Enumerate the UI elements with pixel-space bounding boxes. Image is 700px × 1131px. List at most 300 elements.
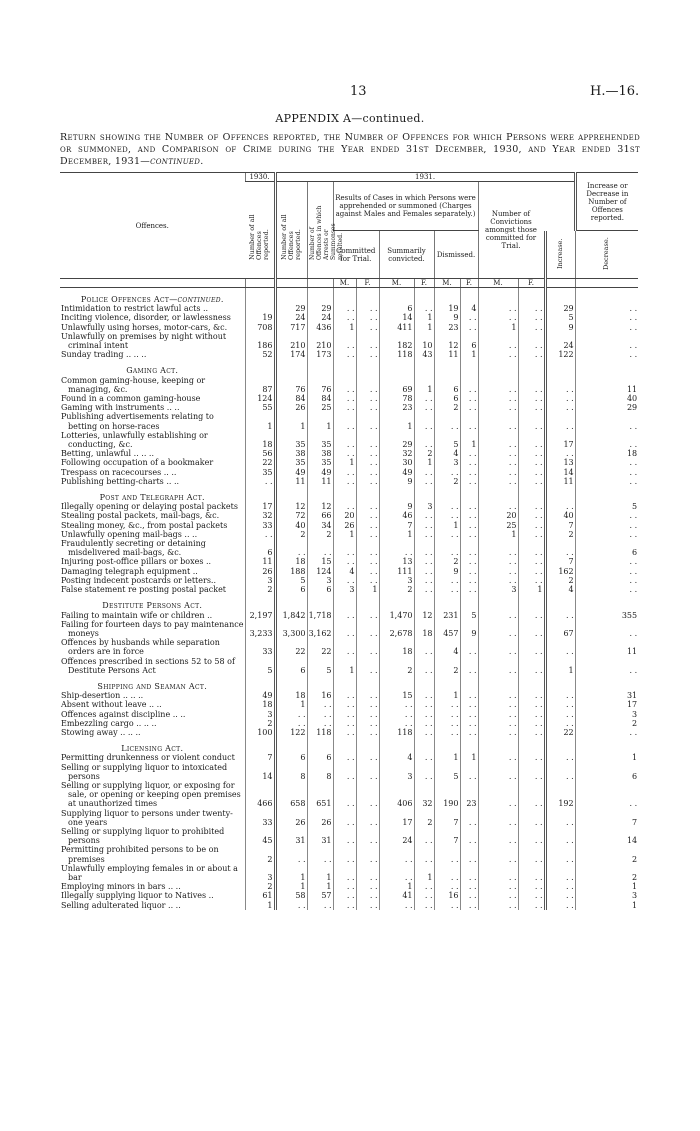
table-cell: . . <box>333 700 356 709</box>
table-cell: . . <box>460 557 478 566</box>
table-cell: . . <box>575 332 638 350</box>
table-cell: . . <box>575 728 638 737</box>
offence-name: Permitting prohibited persons to be on premises <box>61 845 219 864</box>
table-cell: 7 <box>434 809 460 827</box>
table-cell: . . <box>333 719 356 728</box>
section-title-text: Shipping and Seaman Act. <box>97 681 208 691</box>
table-cell: 3 <box>478 585 518 594</box>
table-cell: . . <box>414 468 434 477</box>
offence-name: Inciting violence, disorder, or lawlessness <box>61 313 231 323</box>
table-row <box>60 781 638 809</box>
offence-name: Trespass on racecourses .. .. <box>61 467 177 477</box>
section-title-suffix: continued. <box>177 295 224 304</box>
table-cell: . . <box>275 901 307 910</box>
table-cell: 2 <box>414 449 434 458</box>
table-cell: 26 <box>275 809 307 827</box>
spacer-cell <box>434 737 460 753</box>
table-cell: . . <box>333 403 356 412</box>
table-cell: 7 <box>545 521 575 530</box>
table-cell: 23 <box>434 323 460 332</box>
table-row <box>60 477 638 486</box>
results-header: Results of Cases in which Persons were apprehended or summoned (Charges against Males and Females separately.) <box>333 182 478 231</box>
table-cell: . . <box>518 845 545 863</box>
table-cell: . . <box>379 700 414 709</box>
table-cell: 52 <box>245 350 275 359</box>
table-row <box>60 313 638 322</box>
table-cell: 1,842 <box>275 611 307 620</box>
table-cell: . . <box>518 468 545 477</box>
table-cell: . . <box>478 781 518 809</box>
spacer-cell <box>245 737 275 753</box>
spacer-cell <box>434 486 460 502</box>
spacer-cell <box>434 675 460 691</box>
offence-name: Publishing advertisements relating to betting on horse-races <box>61 412 214 431</box>
table-cell: . . <box>414 304 434 313</box>
table-cell: . . <box>356 845 379 863</box>
table-body <box>60 288 638 910</box>
table-cell: . . <box>478 620 518 638</box>
table-cell: . . <box>356 394 379 403</box>
table-cell: . . <box>518 700 545 709</box>
spacer-cell <box>356 288 379 305</box>
table-cell: . . <box>575 458 638 467</box>
spacer-cell <box>245 594 275 610</box>
offence-name: Publishing betting-charts .. .. <box>61 476 180 486</box>
table-cell: 122 <box>275 728 307 737</box>
table-row <box>60 891 638 900</box>
table-cell: 411 <box>379 323 414 332</box>
table-cell: 9 <box>545 323 575 332</box>
offence-name: Offences prescribed in sections 52 to 58 of Destitute Persons Act <box>61 656 235 675</box>
table-cell: 18 <box>275 691 307 700</box>
table-cell: . . <box>414 576 434 585</box>
table-cell: 5 <box>575 502 638 511</box>
table-cell: 20 <box>333 511 356 520</box>
spacer-cell <box>478 486 518 502</box>
table-cell: 118 <box>379 728 414 737</box>
table-cell: 49 <box>307 468 333 477</box>
table-cell: 31 <box>307 827 333 845</box>
spacer-cell <box>379 594 414 610</box>
table-cell: 1 <box>307 882 333 891</box>
table-cell: . . <box>518 882 545 891</box>
table-cell: . . <box>460 403 478 412</box>
spacer-cell <box>545 359 575 375</box>
table-cell: . . <box>414 557 434 566</box>
table-cell: 29 <box>275 304 307 313</box>
table-cell: . . <box>333 845 356 863</box>
table-cell: . . <box>545 700 575 709</box>
table-cell: . . <box>434 700 460 709</box>
table-cell: 1 <box>414 313 434 322</box>
table-cell: . . <box>518 620 545 638</box>
arrests-header <box>307 182 344 279</box>
offence-name: Employing minors in bars .. .. <box>61 882 181 892</box>
table-cell: 1 <box>478 530 518 539</box>
table-cell: . . <box>379 845 414 863</box>
table-cell: . . <box>414 567 434 576</box>
table-cell: 76 <box>275 376 307 394</box>
table-cell: . . <box>460 638 478 656</box>
table-cell: 1 <box>460 350 478 359</box>
table-cell: . . <box>518 521 545 530</box>
spacer-cell <box>414 359 434 375</box>
spacer-cell <box>379 737 414 753</box>
table-cell: . . <box>460 323 478 332</box>
table-cell: . . <box>414 657 434 675</box>
spacer-cell <box>518 288 545 305</box>
table-cell: 67 <box>545 620 575 638</box>
table-cell: 174 <box>275 350 307 359</box>
table-row <box>60 728 638 737</box>
table-cell: 26 <box>275 403 307 412</box>
arrests-label: Number of Offences in which Arrests or Summonses resulted. <box>308 205 344 260</box>
table-cell: . . <box>478 864 518 882</box>
table-cell: . . <box>575 468 638 477</box>
page-number: 13 <box>350 84 367 99</box>
section-title <box>60 737 245 753</box>
table-cell: . . <box>518 611 545 620</box>
spacer-cell <box>478 359 518 375</box>
section-title-text: Post and Telegraph Act. <box>99 493 205 503</box>
table-cell: 40 <box>275 521 307 530</box>
table-cell: . . <box>545 502 575 511</box>
table-cell: 87 <box>245 376 275 394</box>
spacer-cell <box>356 675 379 691</box>
table-cell: 6 <box>575 539 638 557</box>
mf-spacer <box>545 279 575 288</box>
offence-name: Sunday trading .. .. .. <box>61 350 147 360</box>
table-cell: . . <box>414 700 434 709</box>
table-cell: 708 <box>245 323 275 332</box>
table-row <box>60 521 638 530</box>
spacer-cell <box>460 737 478 753</box>
offences-header: Offences. <box>60 173 245 279</box>
spacer-cell <box>307 486 333 502</box>
table-row <box>60 557 638 566</box>
offence-name: Stealing money, &c., from postal packets <box>61 520 228 530</box>
section-row <box>60 594 638 610</box>
spacer-cell <box>307 288 333 305</box>
table-cell: . . <box>518 530 545 539</box>
table-cell: 8 <box>307 763 333 781</box>
spacer-cell <box>545 675 575 691</box>
spacer-cell <box>414 486 434 502</box>
spacer-cell <box>414 675 434 691</box>
spacer-cell <box>245 288 275 305</box>
spacer-cell <box>414 737 434 753</box>
table-cell: 5 <box>275 576 307 585</box>
table-cell: . . <box>356 753 379 762</box>
table-cell: . . <box>518 412 545 430</box>
table-cell: . . <box>307 700 333 709</box>
reported-1930-label: Number of all Offences reported. <box>247 214 270 260</box>
table-cell: . . <box>478 753 518 762</box>
table-cell: 4 <box>379 753 414 762</box>
spacer-cell <box>307 675 333 691</box>
table-cell: 5 <box>434 431 460 449</box>
table-cell: . . <box>518 539 545 557</box>
table-cell: . . <box>460 468 478 477</box>
spacer-cell <box>460 288 478 305</box>
table-cell: . . <box>414 901 434 910</box>
table-cell: 16 <box>434 891 460 900</box>
table-cell: . . <box>333 710 356 719</box>
table-cell: 1 <box>434 521 460 530</box>
table-cell: 32 <box>379 449 414 458</box>
table-cell: 3 <box>414 502 434 511</box>
table-cell: . . <box>333 576 356 585</box>
offence-name: Unlawfully employing females in or about a bar <box>61 863 238 882</box>
spacer-cell <box>379 288 414 305</box>
table-cell: . . <box>545 809 575 827</box>
table-cell: . . <box>414 521 434 530</box>
table-cell: . . <box>414 827 434 845</box>
table-cell: 190 <box>434 781 460 809</box>
table-cell: . . <box>478 403 518 412</box>
offence-name: Selling or supplying liquor, or exposing for sale, or opening or keeping open premises at unauthorized times <box>61 780 241 809</box>
table-cell: . . <box>434 412 460 430</box>
table-cell: 5 <box>245 657 275 675</box>
table-cell: 14 <box>245 763 275 781</box>
offence-name: Gaming with instruments .. .. <box>61 403 180 413</box>
table-cell: . . <box>478 710 518 719</box>
table-cell: . . <box>478 539 518 557</box>
table-cell: . . <box>478 845 518 863</box>
table-cell: 6 <box>275 585 307 594</box>
table-cell: . . <box>575 576 638 585</box>
table-row <box>60 763 638 781</box>
section-title <box>60 288 245 305</box>
table-row <box>60 882 638 891</box>
spacer-cell <box>460 594 478 610</box>
table-cell: . . <box>460 502 478 511</box>
spacer-cell <box>275 675 307 691</box>
table-cell: 1 <box>414 323 434 332</box>
table-cell: . . <box>356 638 379 656</box>
section-title <box>60 486 245 502</box>
table-cell: . . <box>478 763 518 781</box>
table-cell: 1 <box>275 864 307 882</box>
table-cell: 1 <box>575 882 638 891</box>
table-cell: . . <box>518 557 545 566</box>
mf-spacer <box>245 279 275 288</box>
table-cell: . . <box>545 376 575 394</box>
table-cell: 31 <box>275 827 307 845</box>
section-title-text: Licensing Act. <box>121 744 184 754</box>
table-cell: 17 <box>545 431 575 449</box>
table-cell: . . <box>518 891 545 900</box>
offence-name: Failing to maintain wife or children .. <box>61 610 213 620</box>
table-cell: 24 <box>275 313 307 322</box>
spacer-cell <box>545 737 575 753</box>
table-cell: . . <box>307 845 333 863</box>
table-cell: 1 <box>307 864 333 882</box>
table-cell: 4 <box>460 304 478 313</box>
table-cell: . . <box>307 539 333 557</box>
table-cell: . . <box>356 809 379 827</box>
table-cell: . . <box>545 763 575 781</box>
table-cell: . . <box>379 710 414 719</box>
table-cell: 33 <box>245 521 275 530</box>
table-cell: . . <box>434 576 460 585</box>
table-cell: 19 <box>245 313 275 322</box>
table-cell: 35 <box>307 431 333 449</box>
table-cell: 1 <box>275 882 307 891</box>
spacer-cell <box>575 359 638 375</box>
table-cell: 231 <box>434 611 460 620</box>
table-cell: . . <box>518 511 545 520</box>
table-cell: 210 <box>275 332 307 350</box>
table-cell: 3 <box>245 710 275 719</box>
table-cell: 9 <box>379 477 414 486</box>
table-cell: . . <box>356 431 379 449</box>
table-cell: . . <box>518 781 545 809</box>
table-cell: . . <box>356 719 379 728</box>
offence-name: Found in a common gaming-house <box>61 394 201 404</box>
spacer-cell <box>275 594 307 610</box>
table-row <box>60 691 638 700</box>
table-cell: . . <box>460 827 478 845</box>
table-cell: 182 <box>379 332 414 350</box>
offence-name: Absent without leave .. .. <box>61 700 162 710</box>
table-title-text: Return showing the Number of Offences reported, the Number of Offences for which Persons were apprehended or summoned, and Comparison of Crime during the Year ended 31st December, 1930, and Year ended 31st December, 1931— <box>60 132 640 167</box>
section-title <box>60 359 245 375</box>
table-cell: . . <box>545 403 575 412</box>
table-cell: . . <box>333 468 356 477</box>
table-cell: 1 <box>545 657 575 675</box>
spacer-cell <box>245 359 275 375</box>
table-cell: . . <box>333 557 356 566</box>
table-cell: 3,233 <box>245 620 275 638</box>
table-cell: . . <box>518 638 545 656</box>
table-cell: . . <box>518 710 545 719</box>
table-cell: . . <box>414 763 434 781</box>
table-cell: . . <box>414 753 434 762</box>
section-title <box>60 675 245 691</box>
table-cell: 84 <box>275 394 307 403</box>
table-cell: . . <box>478 809 518 827</box>
table-cell: . . <box>575 781 638 809</box>
table-cell: . . <box>478 313 518 322</box>
spacer-cell <box>545 486 575 502</box>
offence-name: Selling or supplying liquor to intoxicated persons <box>61 762 228 781</box>
table-cell: . . <box>478 638 518 656</box>
offence-name: Selling adulterated liquor .. .. <box>61 900 181 910</box>
table-cell: . . <box>478 567 518 576</box>
table-cell: . . <box>414 691 434 700</box>
table-cell: . . <box>356 521 379 530</box>
table-cell: . . <box>434 901 460 910</box>
table-cell: . . <box>478 350 518 359</box>
dismissed-female-header: F. <box>460 279 478 288</box>
table-cell: 118 <box>307 728 333 737</box>
table-row <box>60 539 638 557</box>
table-cell: . . <box>460 477 478 486</box>
table-cell: . . <box>333 864 356 882</box>
table-cell: . . <box>356 567 379 576</box>
table-cell: . . <box>356 502 379 511</box>
table-row <box>60 753 638 762</box>
table-cell: . . <box>414 539 434 557</box>
table-cell: 11 <box>575 376 638 394</box>
table-cell: . . <box>518 350 545 359</box>
table-cell: . . <box>356 468 379 477</box>
table-cell: . . <box>545 449 575 458</box>
table-cell: . . <box>460 313 478 322</box>
table-cell: 5 <box>307 657 333 675</box>
spacer-cell <box>275 359 307 375</box>
table-cell: . . <box>333 412 356 430</box>
table-cell: . . <box>434 511 460 520</box>
table-cell: 1 <box>460 431 478 449</box>
table-cell: 6 <box>575 763 638 781</box>
table-cell: . . <box>518 827 545 845</box>
table-cell: . . <box>575 323 638 332</box>
spacer-cell <box>245 675 275 691</box>
table-cell: . . <box>460 864 478 882</box>
table-cell: . . <box>356 332 379 350</box>
table-cell: . . <box>460 710 478 719</box>
increase-label: Increase. <box>556 238 565 270</box>
offence-name: Injuring post-office pillars or boxes .. <box>61 557 212 567</box>
table-cell: . . <box>356 781 379 809</box>
table-row <box>60 323 638 332</box>
offence-name: Unlawfully on premises by night without criminal intent <box>61 331 227 351</box>
table-cell: 18 <box>379 638 414 656</box>
table-cell: 5 <box>545 313 575 322</box>
table-cell: . . <box>518 728 545 737</box>
table-cell: . . <box>333 638 356 656</box>
table-cell: 2 <box>434 557 460 566</box>
table-cell: . . <box>356 728 379 737</box>
table-cell: . . <box>434 468 460 477</box>
table-cell: . . <box>460 691 478 700</box>
table-cell: 9 <box>434 567 460 576</box>
table-cell: . . <box>356 710 379 719</box>
spacer-cell <box>333 594 356 610</box>
table-cell: 11 <box>307 477 333 486</box>
table-cell: 3 <box>575 710 638 719</box>
table-cell: 1 <box>434 691 460 700</box>
table-row <box>60 845 638 863</box>
table-cell: . . <box>379 719 414 728</box>
section-title <box>60 594 245 610</box>
table-cell: 1 <box>333 530 356 539</box>
committed-header: Committed for Trial. <box>333 231 379 279</box>
table-row <box>60 502 638 511</box>
table-cell: . . <box>575 412 638 430</box>
table-cell: 7 <box>575 809 638 827</box>
offence-name: False statement re posting postal packet <box>61 585 227 595</box>
table-cell: . . <box>356 412 379 430</box>
table-cell: 1 <box>575 901 638 910</box>
table-cell: 26 <box>333 521 356 530</box>
table-cell: 29 <box>307 304 333 313</box>
table-cell: . . <box>333 449 356 458</box>
mf-spacer <box>60 279 245 288</box>
offence-name: Damaging telegraph equipment .. <box>61 566 198 576</box>
table-cell: . . <box>545 691 575 700</box>
table-cell: . . <box>275 845 307 863</box>
table-cell: . . <box>545 901 575 910</box>
offence-name: Lotteries, unlawfully establishing or conducting, &c. <box>61 430 208 450</box>
table-cell: 38 <box>307 449 333 458</box>
spacer-cell <box>245 486 275 502</box>
table-cell: 25 <box>307 403 333 412</box>
offence-name: Embezzling cargo .. .. .. <box>61 718 157 728</box>
table-cell: 1 <box>414 458 434 467</box>
